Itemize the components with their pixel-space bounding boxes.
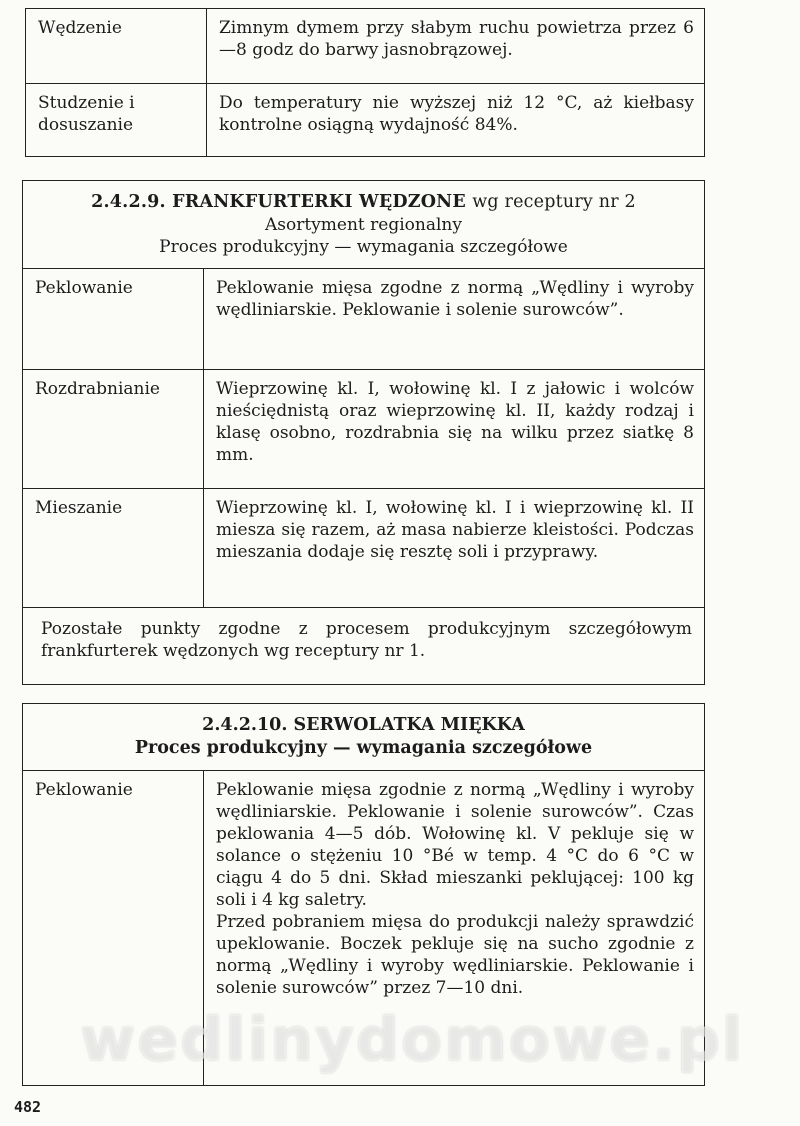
row-label: Peklowanie [23,269,204,370]
section-title: 2.4.2.10. SERWOLATKA MIĘKKA [202,715,525,735]
section-header [23,181,705,269]
row-text: Przed pobraniem mięsa do produkcji należy sprawdzić upeklowanie. Boczek pekluje się na sucho zgodnie z normą „Wędliny i wyroby wędliniarskie. Peklowanie i solenie surowców” przez 7—10 dni. [216,912,694,998]
section-title: 2.4.2.9. FRANKFURTERKI WĘDZONE wg receptury nr 2 [91,192,636,212]
serwolatka-table [22,703,705,1086]
row-text: Wieprzowinę kl. I, wołowinę kl. I i wieprzowinę kl. II miesza się razem, aż masa nabierze kleistości. Podczas mieszania dodaje się resztę soli i przyprawy. [204,489,705,608]
table-row [23,489,705,608]
row-label: Rozdrabnianie [23,370,204,489]
row-text: Zimnym dymem przy słabym ruchu powietrza przez 6—8 godz do barwy jasnobrązowej. [207,9,705,84]
table-row [23,370,705,489]
table-row [26,9,705,84]
section-header [23,704,705,771]
row-label: Mieszanie [23,489,204,608]
note-text: Pozostałe punkty zgodne z procesem produkcyjnym szczegółowym frankfurterek wędzonych wg receptury nr 1. [23,608,705,685]
watermark: wedlinydomowe.pl [80,1005,745,1075]
table-row [23,771,705,1086]
row-text: Wieprzowinę kl. I, wołowinę kl. I z jałowic i wolców nieściędnistą oraz wieprzowinę kl. II, każdy rodzaj i klasę osobno, rozdrabnia się na wilku przez siatkę 8 mm. [204,370,705,489]
section-subtitle: Asortyment regionalny [265,215,462,235]
row-text: Peklowanie mięsa zgodnie z normą „Wędliny i wyroby wędliniarskie. Peklowanie i solenie surowców”. Czas peklowania 4—5 dób. Wołowinę kl. V pekluje się w solance o stężeniu 10 °Bé w temp. 4 °C do 6 °C w ciągu 4 do 5 dni. Skład mieszanki peklującej: 100 kg soli i 4 kg saletry. [216,780,694,910]
process-heading: Proces produkcyjny — wymagania szczegółowe [134,738,593,758]
row-label: Studzenie i dosuszanie [26,84,207,157]
row-label: Wędzenie [26,9,207,84]
smoking-cooling-table [25,8,705,157]
page-number: 482 [14,1098,42,1116]
table-row [26,84,705,157]
row-text: Do temperatury nie wyższej niż 12 °C, aż kiełbasy kontrolne osiągną wydajność 84%. [207,84,705,157]
frankfurterki-table [22,180,705,685]
row-label: Peklowanie [23,771,204,1086]
note-row [23,608,705,685]
row-text: Peklowanie mięsa zgodne z normą „Wędliny i wyroby wędliniarskie. Peklowanie i solenie surowców”. [204,269,705,370]
table-row [23,269,705,370]
process-heading: Proces produkcyjny — wymagania szczegółowe [159,237,568,257]
